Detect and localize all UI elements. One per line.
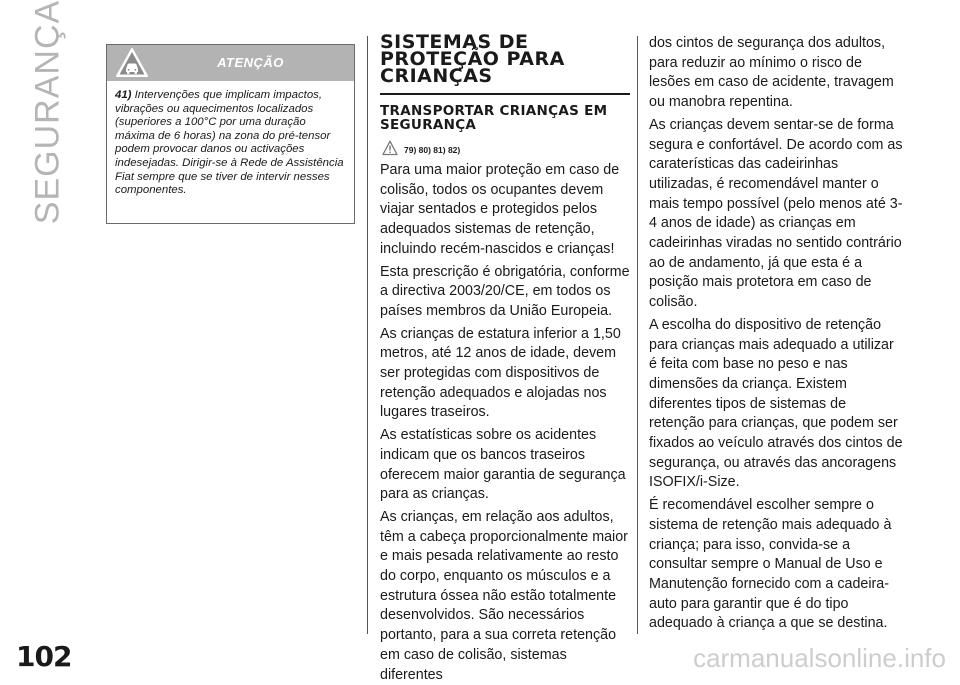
section-heading: SISTEMAS DE PROTEÇÃO PARA CRIANÇAS bbox=[380, 31, 565, 87]
right-column bbox=[649, 34, 903, 637]
paragraph: Esta prescrição é obrigatória, conforme a directiva 2003/20/CE, em todos os países membros da União Europeia. bbox=[380, 263, 630, 319]
warning-header bbox=[107, 45, 354, 81]
paragraph: dos cintos de segurança dos adultos, para reduzir ao mínimo o risco de lesões em caso de acidente, travagem ou manobra repentina. bbox=[649, 35, 894, 111]
paragraph: As estatísticas sobre os acidentes indicam que os bancos traseiros oferecem maior garantia de segurança para as crianças. bbox=[380, 427, 626, 503]
warning-text-block bbox=[107, 81, 354, 198]
paragraph: As crianças devem sentar-se de forma segura e confortável. De acordo com as caraterísticas das cadeirinhas utilizadas, é recomendável manter o mais tempo possível (pelo menos até 3-4 anos de idade) as crianças em cadeirinhas viradas no sentido contrário ao de andamento, já que esta é a posição mais protetora em caso de colisão. bbox=[649, 116, 903, 311]
page-number: 102 bbox=[16, 640, 72, 673]
warning-number: 41) bbox=[115, 89, 132, 101]
paragraph: As crianças de estatura inferior a 1,50 metros, até 12 anos de idade, devem ser protegidas com dispositivos de retenção adequados e alojadas nos lugares traseiros. bbox=[380, 325, 621, 421]
subsection-heading: TRANSPORTAR CRIANÇAS EM SEGURANÇA bbox=[380, 103, 608, 133]
column-divider-right bbox=[637, 36, 638, 634]
paragraph: A escolha do dispositivo de retenção para crianças mais adequado a utilizar é feita com base no peso e nas dimensões da criança. Existem diferentes tipos de sistemas de retenção para crianças, que podem ser fixados ao veículo através dos cintos de segurança, ou através das ancoragens ISOFIX/i-Size. bbox=[649, 316, 903, 491]
references-row bbox=[380, 138, 630, 158]
warning-title: ATENÇÃO bbox=[217, 55, 284, 70]
main-column bbox=[380, 31, 630, 685]
watermark: carmanualsonline.info bbox=[693, 643, 946, 673]
warning-triangle-icon bbox=[382, 140, 398, 156]
section-tab: SEGURANÇA bbox=[28, 0, 67, 225]
column-divider-left bbox=[367, 36, 368, 634]
paragraph: É recomendável escolher sempre o sistema de retenção mais adequado à criança; para isso, convida-se a consultar sempre o Manual de Uso e Manutenção fornecido com a cadeira-auto para garantir que é do tipo adequado à criança a que se destina. bbox=[649, 497, 892, 632]
warning-text: Intervenções que implicam impactos, vibrações ou aquecimentos localizados (superiores a 100°C por uma duração máxima de 6 horas) na zona do pré-tensor podem provocar danos ou activações indesejadas. Dirigir-se à Rede de Assistência Fiat sempre que se tiver de intervir nesses componentes. bbox=[115, 89, 344, 197]
references-text: 79) 80) 81) 82) bbox=[404, 145, 461, 155]
warning-box bbox=[106, 44, 355, 224]
paragraph: As crianças, em relação aos adultos, têm a cabeça proporcionalmente maior e mais pesada relativamente ao resto do corpo, enquanto os músculos e a estrutura óssea não estão totalmente desenvolvidos. São necessários portanto, para a sua correta retenção em caso de colisão, sistemas diferentes bbox=[380, 508, 628, 683]
heading-rule bbox=[380, 93, 630, 95]
paragraph: Para uma maior proteção em caso de colisão, todos os ocupantes devem viajar sentados e protegidos pelos adequados sistemas de retenção, incluindo recém-nascidos e crianças! bbox=[380, 162, 620, 257]
